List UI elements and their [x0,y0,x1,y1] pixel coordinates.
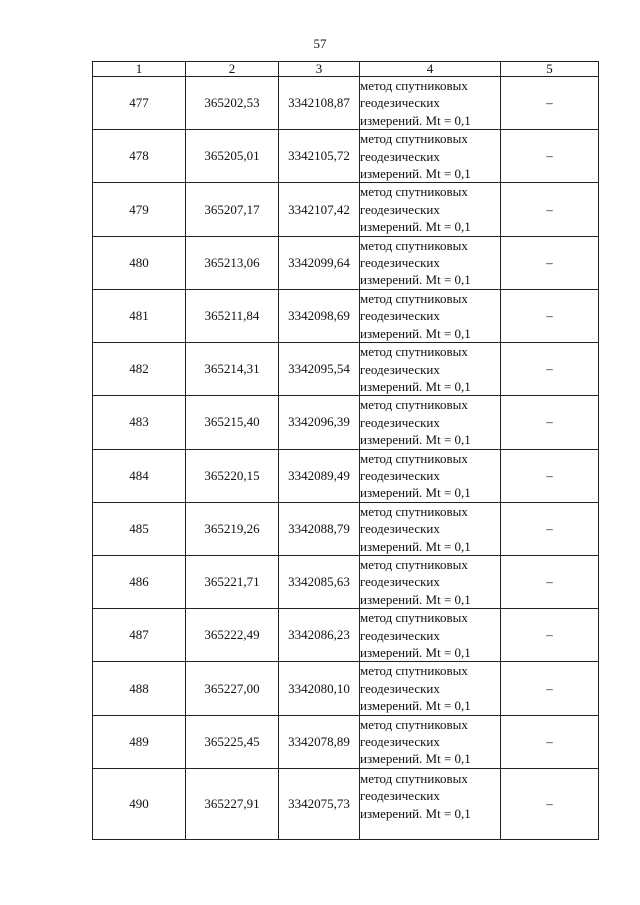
note-cell: – [501,715,599,768]
method-cell [360,768,501,839]
note-cell: – [501,502,599,555]
table-row [93,236,599,289]
table-row [93,555,599,608]
table-row [93,609,599,662]
coordinate-y-cell: 3342088,79 [279,502,360,555]
table-row [93,662,599,715]
note-cell: – [501,449,599,502]
method-text-line: измерений. Mt = 0,1 [360,591,471,607]
method-text-line: метод спутниковых [360,716,468,732]
note-cell: – [501,555,599,608]
table-row [93,715,599,768]
coordinate-y-cell: 3342075,73 [279,768,360,839]
method-cell [360,715,501,768]
table-row [93,289,599,342]
table-row [93,130,599,183]
method-text-line: измерений. Mt = 0,1 [360,325,471,341]
method-text-line: измерений. Mt = 0,1 [360,272,471,288]
coordinate-x-cell: 365202,53 [186,77,279,130]
table-row [93,449,599,502]
table-header-row [93,62,599,77]
point-number-cell: 488 [93,662,186,715]
method-text-line: метод спутниковых [360,503,468,519]
method-text-line: измерений. Mt = 0,1 [360,378,471,394]
column-header: 3 [279,62,360,77]
note-cell: – [501,343,599,396]
coordinate-y-cell: 3342099,64 [279,236,360,289]
coordinate-x-cell: 365207,17 [186,183,279,236]
point-number-cell: 484 [93,449,186,502]
coordinate-x-cell: 365220,15 [186,449,279,502]
method-cell [360,609,501,662]
method-cell [360,555,501,608]
coordinate-x-cell: 365215,40 [186,396,279,449]
point-number-cell: 479 [93,183,186,236]
note-cell: – [501,77,599,130]
column-header: 1 [93,62,186,77]
method-cell [360,662,501,715]
coordinate-y-cell: 3342096,39 [279,396,360,449]
method-text-line: геодезических [360,680,440,696]
coordinate-y-cell: 3342107,42 [279,183,360,236]
method-text-line: измерений. Mt = 0,1 [360,485,471,501]
coordinate-y-cell: 3342108,87 [279,77,360,130]
method-text-line: метод спутниковых [360,610,468,626]
method-text-line: метод спутниковых [360,131,468,147]
point-number-cell: 483 [93,396,186,449]
method-text-line: метод спутниковых [360,556,468,572]
point-number-cell: 480 [93,236,186,289]
method-text-line: геодезических [360,788,440,804]
method-text-line: измерений. Mt = 0,1 [360,112,471,128]
method-text-line: геодезических [360,627,440,643]
table-row [93,502,599,555]
coordinate-x-cell: 365221,71 [186,555,279,608]
point-number-cell: 485 [93,502,186,555]
method-cell [360,449,501,502]
method-text-line: измерений. Mt = 0,1 [360,166,471,182]
note-cell: – [501,130,599,183]
method-cell [360,77,501,130]
method-text-line: метод спутниковых [360,770,468,786]
point-number-cell: 482 [93,343,186,396]
coordinate-x-cell: 365205,01 [186,130,279,183]
method-text-line: метод спутниковых [360,237,468,253]
note-cell: – [501,768,599,839]
column-header: 5 [501,62,599,77]
table-row [93,183,599,236]
coordinate-x-cell: 365219,26 [186,502,279,555]
coordinate-x-cell: 365211,84 [186,289,279,342]
method-cell [360,396,501,449]
method-text-line: метод спутниковых [360,344,468,360]
method-cell [360,130,501,183]
method-text-line: метод спутниковых [360,397,468,413]
point-number-cell: 486 [93,555,186,608]
coordinate-x-cell: 365225,45 [186,715,279,768]
method-text-line: метод спутниковых [360,663,468,679]
table-row [93,768,599,839]
coordinate-y-cell: 3342105,72 [279,130,360,183]
note-cell: – [501,289,599,342]
page-number: 57 [313,36,327,51]
method-text-line: геодезических [360,361,440,377]
table-row [93,343,599,396]
coordinate-x-cell: 365222,49 [186,609,279,662]
note-cell: – [501,183,599,236]
coordinate-y-cell: 3342098,69 [279,289,360,342]
coordinates-table [92,61,599,840]
method-text-line: измерений. Mt = 0,1 [360,538,471,554]
coordinate-y-cell: 3342085,63 [279,555,360,608]
point-number-cell: 489 [93,715,186,768]
table-body [93,77,599,840]
method-text-line: геодезических [360,148,440,164]
method-cell [360,183,501,236]
method-cell [360,343,501,396]
method-text-line: метод спутниковых [360,450,468,466]
method-text-line: метод спутниковых [360,78,468,93]
method-text-line: геодезических [360,414,440,430]
method-text-line: измерений. Mt = 0,1 [360,805,471,821]
table-row [93,77,599,130]
note-cell: – [501,396,599,449]
method-text-line: геодезических [360,95,440,111]
method-text-line: геодезических [360,308,440,324]
method-text-line: измерений. Mt = 0,1 [360,698,471,714]
point-number-cell: 481 [93,289,186,342]
method-cell [360,502,501,555]
method-text-line: геодезических [360,467,440,483]
coordinate-x-cell: 365227,00 [186,662,279,715]
method-text-line: измерений. Mt = 0,1 [360,751,471,767]
coordinate-x-cell: 365214,31 [186,343,279,396]
method-text-line: измерений. Mt = 0,1 [360,645,471,660]
method-text-line: измерений. Mt = 0,1 [360,219,471,235]
point-number-cell: 478 [93,130,186,183]
coordinate-y-cell: 3342086,23 [279,609,360,662]
coordinate-y-cell: 3342080,10 [279,662,360,715]
point-number-cell: 477 [93,77,186,130]
coordinate-y-cell: 3342089,49 [279,449,360,502]
method-text-line: измерений. Mt = 0,1 [360,432,471,448]
point-number-cell: 487 [93,609,186,662]
method-text-line: метод спутниковых [360,290,468,306]
method-cell [360,289,501,342]
coordinate-x-cell: 365213,06 [186,236,279,289]
method-text-line: геодезических [360,734,440,750]
note-cell: – [501,236,599,289]
point-number-cell: 490 [93,768,186,839]
method-cell [360,236,501,289]
coordinate-x-cell: 365227,91 [186,768,279,839]
table-row [93,396,599,449]
column-header: 2 [186,62,279,77]
note-cell: – [501,609,599,662]
method-text-line: геодезических [360,574,440,590]
method-text-line: метод спутниковых [360,184,468,200]
method-text-line: геодезических [360,201,440,217]
coordinate-y-cell: 3342078,89 [279,715,360,768]
note-cell: – [501,662,599,715]
coordinate-y-cell: 3342095,54 [279,343,360,396]
method-text-line: геодезических [360,255,440,271]
method-text-line: геодезических [360,521,440,537]
column-header: 4 [360,62,501,77]
